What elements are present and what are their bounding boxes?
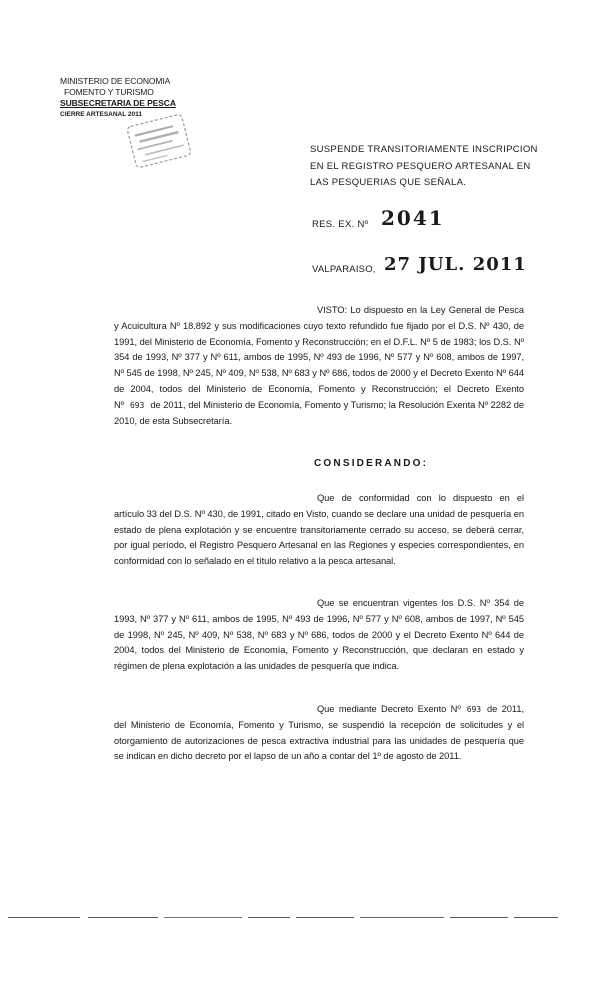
- c1-rest: artículo 33 del D.S. Nº 430, de 1991, citado en Visto, cuando se declare una unidad de pesquería en estado de plena explotación y se encuentre transitoriamente cerrado su acceso, se deberá cerrar, por igual período, el Registro Pesquero Artesanal en las Regiones y especies correspondientes, en conformidad con lo señalado en el título relativo a la pesca artesanal.: [114, 508, 524, 567]
- visto-handwritten-number: 693: [130, 400, 145, 410]
- visto-part2: de 2011, del Ministerio de Economía, Fomento y Turismo; la Resolución Exenta Nº 2282 de 2010, de esta Subsecretaría.: [114, 399, 524, 426]
- considerando-paragraph-2: [114, 596, 524, 675]
- visto-paragraph: [114, 303, 524, 429]
- footer-rule-2: [88, 917, 158, 918]
- footer-rule-1: [8, 917, 80, 918]
- letterhead-ministry: MINISTERIO DE ECONOMIA: [60, 76, 171, 86]
- footer-rule-6: [360, 917, 444, 918]
- resolution-date: 27 JUL. 2011: [384, 254, 527, 275]
- c2-lead: Que se encuentran vigentes los D.S. Nº 354 de: [317, 598, 524, 608]
- c3-lead: Que mediante Decreto Exento Nº: [317, 704, 461, 714]
- footer-rule-4: [248, 917, 290, 918]
- letterhead-file-ref: CIERRE ARTESANAL 2011: [60, 111, 142, 118]
- footer-rule-3: [164, 917, 242, 918]
- resolution-number: 2041: [381, 206, 445, 230]
- footer-rule-5: [296, 917, 354, 918]
- visto-part1: y Acuicultura Nº 18.892 y sus modificaciones cuyo texto refundido fue fijado por el D.S. Nº 430, de 1991, del Ministerio de Economía, Fomento y Reconstrucción; en el D.F.L. Nº 5 de 1983; los D.S. Nº 354 de 1993, Nº 377 y Nº 611, ambos de 1995, Nº 493 de 1996, Nº 577 y Nº 608, ambos de 1997, Nº 545 de 1998, Nº 245, Nº 409, Nº 538, Nº 683 y Nº 686, todos de 2000 y el Decreto Exento Nº 644 de 2004, todos del Ministerio de Economía, Fomento y Reconstrucción; el Decreto Exento Nº: [114, 320, 524, 410]
- footer-rule-8: [514, 917, 558, 918]
- considerando-paragraph-1: [114, 491, 524, 570]
- letterhead-ministry-sub: FOMENTO Y TURISMO: [64, 87, 154, 97]
- footer-rule-7: [450, 917, 508, 918]
- c3-after: de: [487, 704, 498, 714]
- visto-lead: VISTO: Lo dispuesto en la Ley General de Pesca: [317, 305, 524, 315]
- place-label: VALPARAISO,: [312, 264, 376, 275]
- considerando-paragraph-3: [114, 702, 524, 765]
- resolution-label: RES. EX. Nº: [312, 219, 369, 230]
- considerando-heading: CONSIDERANDO:: [314, 458, 429, 469]
- c2-rest: 1993, Nº 377 y Nº 611, ambos de 1995, Nº 493 de 1996, Nº 577 y Nº 608, ambos de 1997, Nº 545 de 1998, Nº 245, Nº 409, Nº 538, Nº 683 y Nº 686, todos de 2000 y el Decreto Exento Nº 644 de 2004, todos del Ministerio de Economía, Fomento y Reconstrucción, que declaran en estado y régimen de plena explotación a las unidades de pesquería que indica.: [114, 613, 524, 672]
- c3-handwritten-number: 693: [466, 705, 482, 714]
- resolution-subject: SUSPENDE TRANSITORIAMENTE INSCRIPCION EN EL REGISTRO PESQUERO ARTESANAL EN LAS PESQUERIAS QUE SEÑALA.: [310, 144, 538, 188]
- letterhead-subsecretaria: SUBSECRETARIA DE PESCA: [60, 98, 176, 108]
- c1-lead: Que de conformidad con lo dispuesto en el: [317, 493, 524, 503]
- c3-rest: 2011, del Ministerio de Economía, Fomento y Turismo, se suspendió la recepción de solicitudes y el otorgamiento de autorizaciones de pesca extractiva industrial para las unidades de pesquería que se indican en dicho decreto por el lapso de un año a contar del 1º de agosto de 2011.: [114, 704, 524, 762]
